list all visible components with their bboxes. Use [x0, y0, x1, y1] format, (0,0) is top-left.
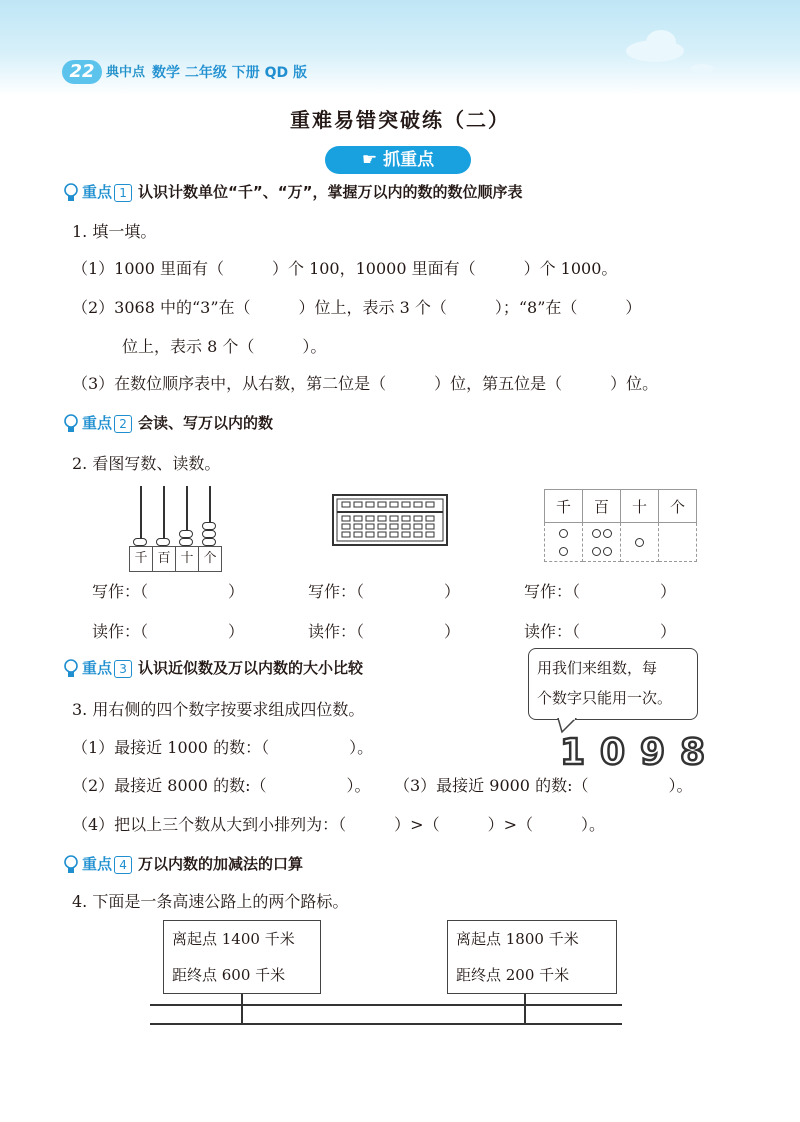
road-sign-1: [163, 920, 321, 994]
question-4-title: 4. 下面是一条高速公路上的两个路标。: [72, 892, 349, 911]
focus-heading-1: 重点 1 认识计数单位“千”、“万”，掌握万以内的数的数位顺序表: [62, 180, 522, 204]
page-number: 22: [62, 60, 102, 84]
write-answer-3: 写作：（ ）: [524, 582, 677, 601]
bead: [133, 538, 147, 546]
sign-line: 离起点 1400 千米: [172, 930, 295, 948]
bubble-text: 用我们来组数，每: [537, 659, 658, 677]
sign-line: 离起点 1800 千米: [456, 930, 579, 948]
table-header: 十: [621, 490, 659, 523]
book-subtitle: 数学 二年级 下册 QD 版: [152, 65, 308, 81]
sign-line: 距终点 200 千米: [456, 966, 570, 984]
sign-post: [524, 994, 526, 1024]
lightbulb-icon: [62, 182, 80, 204]
abacus-label: 十: [175, 546, 199, 572]
question-2-title: 2. 看图写数、读数。: [72, 454, 221, 473]
table-header: 个: [659, 490, 697, 523]
digit-card: 0: [600, 732, 626, 773]
focus-heading-2: 重点 2 会读、写万以内的数: [62, 411, 273, 435]
focus-heading-3: 重点 3 认识近似数及万以内数的大小比较: [62, 656, 363, 680]
question-3-part-4: （4）把以上三个数从大到小排列为：（ ）>（ ）>（ ）。: [72, 815, 605, 834]
table-header: 百: [583, 490, 621, 523]
bead: [156, 538, 170, 546]
write-answer-1: 写作：（ ）: [92, 582, 245, 601]
bead: [202, 538, 216, 546]
question-3-part-3: （3）最接近 9000 的数:（ ）。: [394, 776, 693, 795]
question-1-part-2: （2）3068 中的“3”在（ ）位上，表示 3 个（ ）；“8”在（ ）: [72, 298, 642, 317]
bead: [179, 530, 193, 538]
road-edge: [150, 1004, 622, 1006]
table-cell: [583, 523, 621, 562]
bead: [179, 538, 193, 546]
focus-heading-4: 重点 4 万以内数的加减法的口算: [62, 852, 303, 876]
question-3-part-1: （1）最接近 1000 的数：（ ）。: [72, 738, 374, 757]
abacus-label: 百: [152, 546, 176, 572]
lightbulb-icon: [62, 658, 80, 680]
bead: [202, 530, 216, 538]
question-3-part-2: （2）最接近 8000 的数:（ ）。: [72, 776, 371, 795]
table-cell: [659, 523, 697, 562]
read-answer-3: 读作：（ ）: [524, 622, 677, 641]
write-answer-2: 写作：（ ）: [308, 582, 461, 601]
road-sign-2: [447, 920, 617, 994]
question-1-part-2-cont: 位上，表示 8 个（ ）。: [122, 337, 327, 356]
bubble-text: 个数字只能用一次。: [537, 689, 673, 707]
rod-thousands: [140, 486, 142, 546]
abacus-label: 个: [198, 546, 222, 572]
lightbulb-icon: [62, 413, 80, 435]
rod-hundreds: [163, 486, 165, 546]
brand-logo: 典中点: [106, 65, 146, 80]
sign-post: [241, 994, 243, 1024]
pointing-hand-icon: ☛: [361, 150, 384, 170]
road-edge: [150, 1023, 622, 1025]
digit-card: 9: [640, 732, 666, 773]
sign-line: 距终点 600 千米: [172, 966, 286, 984]
bead: [202, 522, 216, 530]
cloud-decoration: [690, 64, 714, 74]
place-value-table: [544, 489, 697, 562]
cloud-decoration: [646, 30, 676, 54]
question-1-part-3: （3）在数位顺序表中，从右数，第二位是（ ）位，第五位是（ ）位。: [72, 374, 659, 393]
question-1-part-1: （1）1000 里面有（ ）个 100，10000 里面有（ ）个 1000。: [72, 259, 618, 278]
speech-bubble: [528, 648, 698, 720]
section-banner: ☛ 抓重点: [325, 146, 471, 174]
read-answer-1: 读作：（ ）: [92, 622, 245, 641]
question-3-title: 3. 用右侧的四个数字按要求组成四位数。: [72, 700, 365, 719]
read-answer-2: 读作：（ ）: [308, 622, 461, 641]
digit-card: 8: [680, 732, 706, 773]
question-1-title: 1. 填一填。: [72, 222, 157, 241]
table-cell: [621, 523, 659, 562]
page-title: 重难易错突破练（二）: [290, 108, 510, 132]
table-cell: [545, 523, 583, 562]
table-header: 千: [545, 490, 583, 523]
lightbulb-icon: [62, 854, 80, 876]
digit-card: 1: [560, 732, 586, 773]
abacus-image: [332, 494, 448, 546]
abacus-label: 千: [129, 546, 153, 572]
